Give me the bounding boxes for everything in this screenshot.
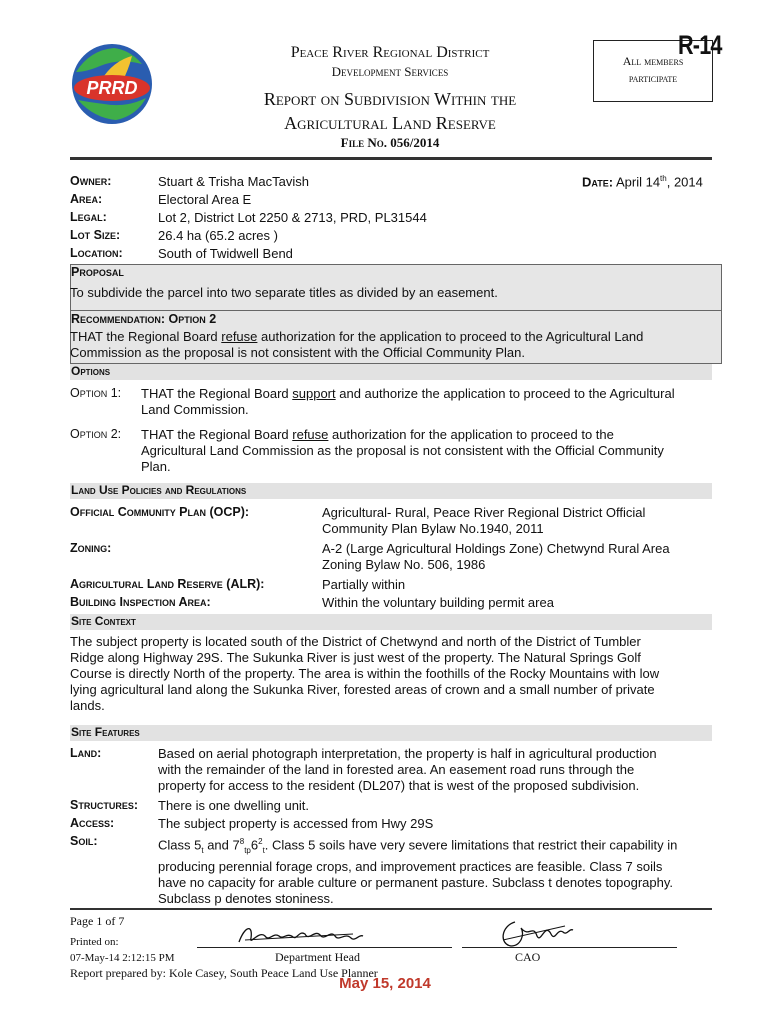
- prepared-by: Report prepared by: Kole Casey, South Peace Land Use Planner: [70, 966, 378, 980]
- rec-line2: Commission as the proposal is not consistent with the Official Community Plan.: [70, 345, 525, 360]
- location-value: South of Twidwell Bend: [158, 246, 293, 261]
- rec-pre: THAT the Regional Board: [70, 329, 222, 344]
- site-context-heading: Site Context: [70, 614, 712, 630]
- header-rule: [70, 157, 712, 160]
- file-number: [230, 135, 550, 151]
- ocp-label: Official Community Plan (OCP):: [70, 505, 250, 519]
- cao-label: CAO: [515, 950, 541, 964]
- report-number: R-14: [678, 30, 722, 60]
- org-name: Peace River Regional District: [290, 44, 490, 61]
- option1-text: THAT the Regional Board support and authorize the application to proceed to the Agricultural Land Commission.: [141, 386, 675, 417]
- participation-line1: All members: [622, 54, 684, 68]
- soil-text: Class $5_t$ and $7^8_{tp}6^2_t$. Class 5 soils have very severe limitations that restrict their capability in producing perennial forage crops, and improvement practices are feasible. Class 7 soils have no capacity for arable culture or permanent pasture. Subclass t denotes topography. Subclass p denotes stoniness.: [158, 837, 678, 906]
- department-head-label: Department Head: [275, 950, 360, 964]
- file-value: 056/2014: [390, 135, 440, 150]
- owner-label: Owner:: [70, 174, 112, 188]
- area-value: Electoral Area E: [158, 192, 252, 207]
- area-label: Area:: [70, 192, 103, 206]
- zoning-value: A-2 (Large Agricultural Holdings Zone) Chetwynd Rural Area Zoning Bylaw No. 506, 1986: [322, 541, 670, 572]
- structures-label: Structures:: [70, 798, 138, 812]
- recommendation-heading: Recommendation: Option 2: [71, 312, 217, 326]
- access-text: The subject property is accessed from Hwy 29S: [158, 816, 434, 831]
- report-date: [582, 174, 703, 189]
- legal-label: Legal:: [70, 210, 107, 224]
- participation-line2: participate: [628, 71, 678, 85]
- building-inspection-value: Within the voluntary building permit area: [322, 595, 554, 610]
- date-label: Date:: [582, 174, 614, 190]
- options-heading: Options: [70, 364, 712, 380]
- report-title-line2: Agricultural Land Reserve: [284, 113, 496, 133]
- owner-value: Stuart & Trisha MacTavish: [158, 174, 309, 189]
- department-head-signature: [235, 920, 365, 950]
- cao-signature: [495, 916, 575, 950]
- structures-text: There is one dwelling unit.: [158, 798, 310, 813]
- ocp-value: Agricultural- Rural, Peace River Regional District Official Community Plan Bylaw No.1940, 2011: [322, 505, 646, 536]
- site-features-heading: Site Features: [70, 725, 712, 741]
- recommendation-text: [70, 329, 715, 361]
- department: Development Services: [331, 64, 449, 79]
- policies-heading: Land Use Policies and Regulations: [70, 483, 712, 499]
- zoning-label: Zoning:: [70, 541, 112, 555]
- logo-text: PRRD: [86, 78, 138, 98]
- date-stamp: May 15, 2014: [339, 975, 431, 992]
- soil-label: Soil:: [70, 834, 98, 848]
- option1-label: Option 1:: [70, 386, 122, 400]
- legal-value: Lot 2, District Lot 2250 & 2713, PRD, PL31544: [158, 210, 427, 225]
- date-suffix: th: [660, 174, 667, 183]
- rec-key: refuse: [221, 329, 258, 344]
- proposal-heading: Proposal: [71, 265, 124, 279]
- lot-size-value: 26.4 ha (65.2 acres ): [158, 228, 278, 243]
- date-year: , 2014: [666, 174, 703, 190]
- page-number: Page 1 of 7: [70, 914, 125, 928]
- proposal-text: To subdivide the parcel into two separate titles as divided by an easement.: [70, 285, 498, 300]
- file-label: File No.: [340, 135, 387, 150]
- lot-size-label: Lot Size:: [70, 228, 121, 242]
- report-title-line1: Report on Subdivision Within the: [263, 89, 517, 109]
- date-value: April 14: [615, 174, 661, 190]
- prrd-logo: [70, 42, 154, 126]
- option2-text: THAT the Regional Board refuse authorization for the application to proceed to the Agricultural Land Commission as the proposal is not consistent with the Official Community Plan.: [141, 427, 664, 474]
- alr-label: Agricultural Land Reserve (ALR):: [70, 577, 265, 591]
- printed-label: Printed on:: [70, 936, 119, 948]
- rec-post: authorization for the application to proceed to the Agricultural Land: [257, 329, 644, 344]
- printed-date: 07-May-14 2:12:15 PM: [70, 952, 175, 964]
- location-label: Location:: [70, 246, 123, 260]
- option2-label: Option 2:: [70, 427, 122, 441]
- land-text: Based on aerial photograph interpretation, the property is half in agricultural production with the remainder of the land in forested area. An easement road runs through the property for access to the resident (DL207) that is west of the proposed subdivision.: [158, 746, 657, 793]
- access-label: Access:: [70, 816, 115, 830]
- site-context-text: The subject property is located south of the District of Chetwynd and north of the District of Tumbler Ridge along Highway 29S. The Sukunka River is just west of the property. The Natural Springs Golf Course is directly North of the property. The area is within the foothills of the Rocky Mountains with low lying agricultural land along the Sukunka River, forested areas of crown and a small number of private lands.: [70, 634, 660, 713]
- alr-value: Partially within: [322, 577, 406, 592]
- land-label: Land:: [70, 746, 102, 760]
- building-inspection-label: Building Inspection Area:: [70, 595, 211, 609]
- footer-rule: [70, 908, 712, 910]
